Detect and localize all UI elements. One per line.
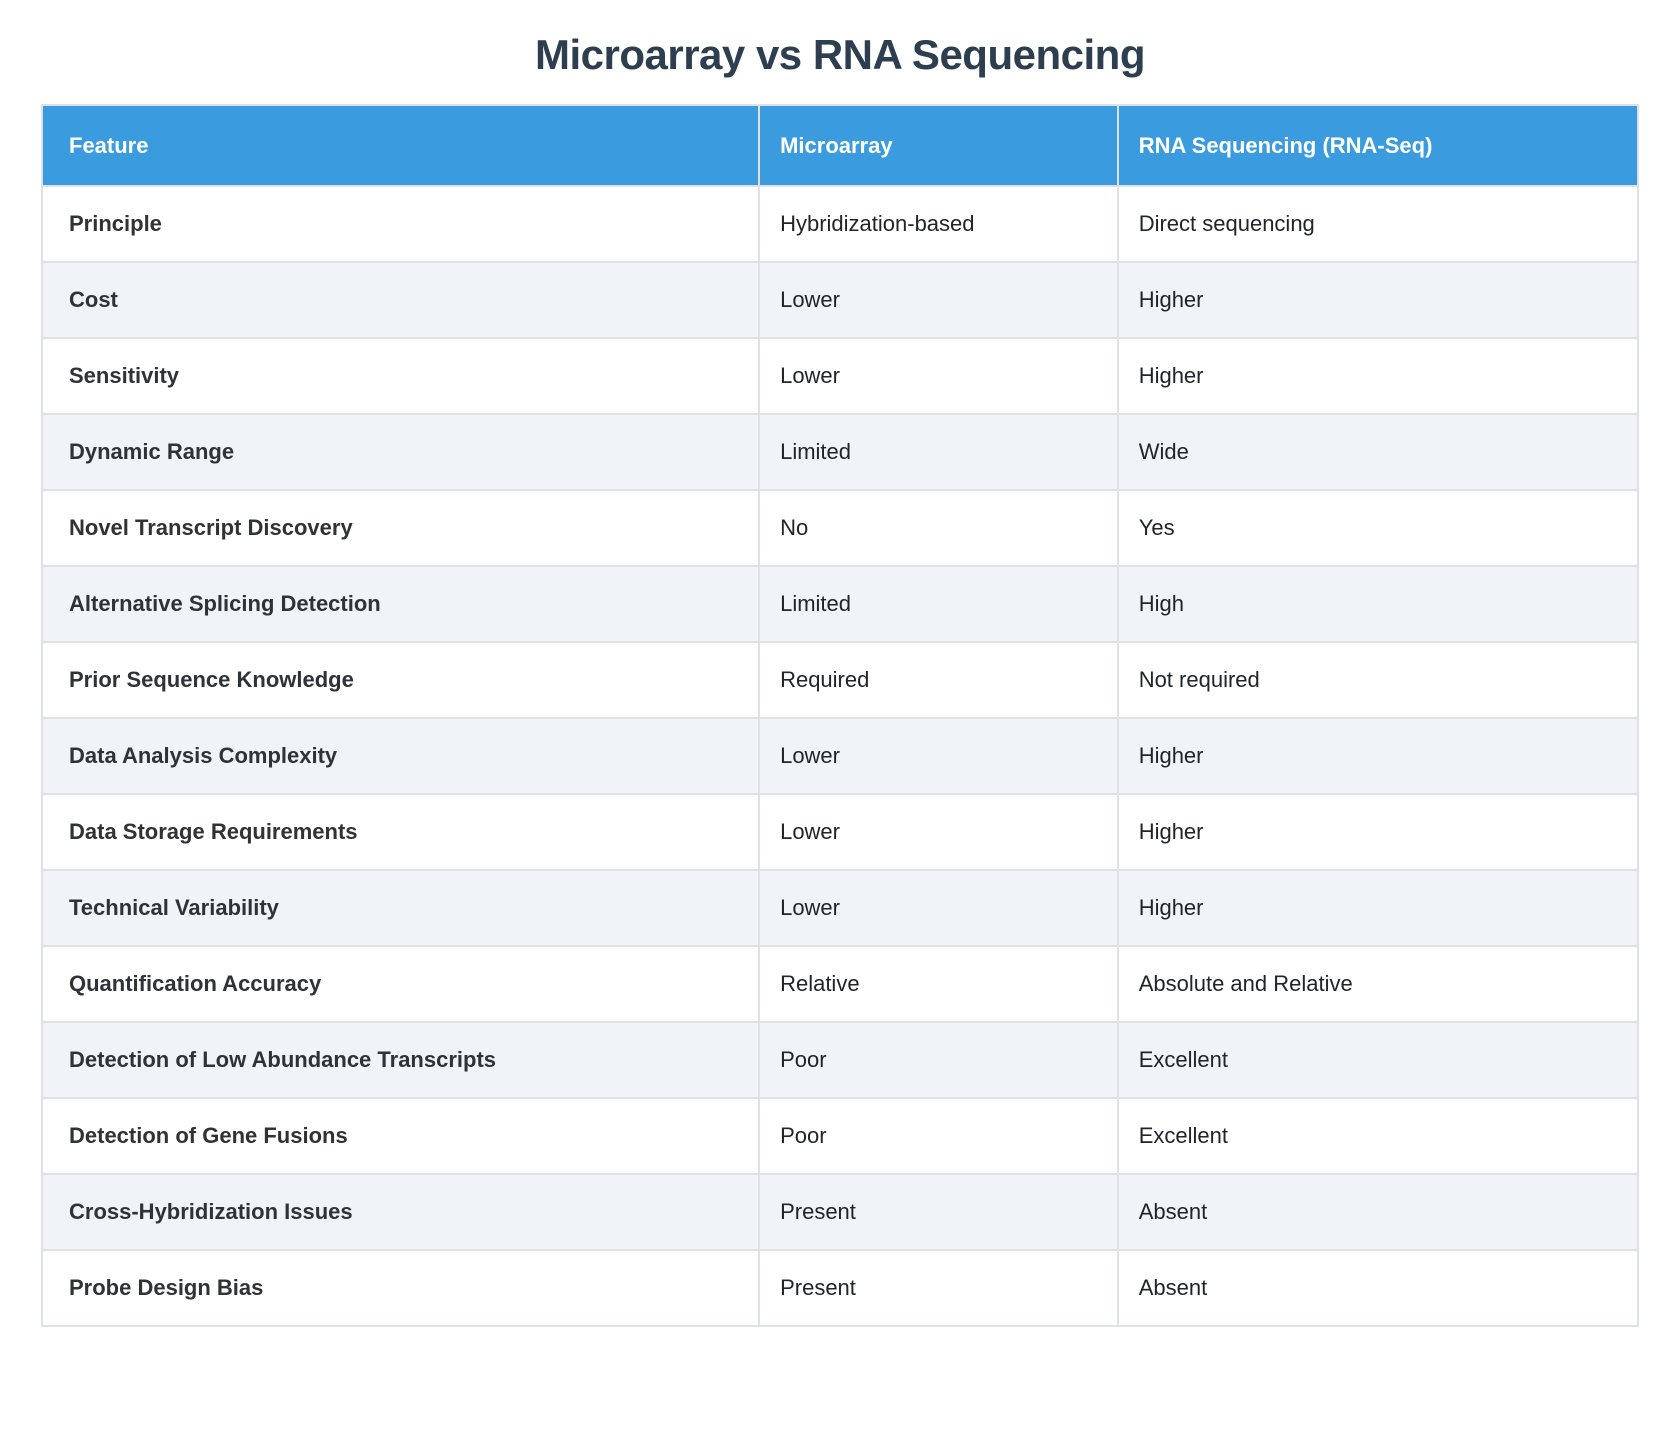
microarray-cell: Lower: [759, 262, 1118, 338]
microarray-cell: Limited: [759, 414, 1118, 490]
feature-cell: Detection of Gene Fusions: [42, 1098, 759, 1174]
table-row: [42, 718, 1638, 794]
rnaseq-cell: Absent: [1118, 1250, 1638, 1326]
feature-cell: Detection of Low Abundance Transcripts: [42, 1022, 759, 1098]
microarray-cell: Poor: [759, 1098, 1118, 1174]
table-row: [42, 1250, 1638, 1326]
column-header-rnaseq: RNA Sequencing (RNA-Seq): [1118, 105, 1638, 186]
rnaseq-cell: Excellent: [1118, 1022, 1638, 1098]
microarray-cell: Limited: [759, 566, 1118, 642]
table-row: [42, 1174, 1638, 1250]
table-row: [42, 338, 1638, 414]
feature-cell: Data Analysis Complexity: [42, 718, 759, 794]
table-row: [42, 642, 1638, 718]
feature-cell: Dynamic Range: [42, 414, 759, 490]
rnaseq-cell: Higher: [1118, 794, 1638, 870]
microarray-cell: Lower: [759, 794, 1118, 870]
rnaseq-cell: Excellent: [1118, 1098, 1638, 1174]
table-body: [42, 186, 1638, 1326]
feature-cell: Sensitivity: [42, 338, 759, 414]
rnaseq-cell: High: [1118, 566, 1638, 642]
table-row: [42, 870, 1638, 946]
table-row: [42, 490, 1638, 566]
microarray-cell: Poor: [759, 1022, 1118, 1098]
feature-cell: Quantification Accuracy: [42, 946, 759, 1022]
feature-cell: Data Storage Requirements: [42, 794, 759, 870]
table-row: [42, 794, 1638, 870]
feature-cell: Cross-Hybridization Issues: [42, 1174, 759, 1250]
microarray-cell: Present: [759, 1174, 1118, 1250]
column-header-feature: Feature: [42, 105, 759, 186]
microarray-cell: Hybridization-based: [759, 186, 1118, 262]
header-row: [42, 105, 1638, 186]
feature-cell: Cost: [42, 262, 759, 338]
microarray-cell: Lower: [759, 718, 1118, 794]
microarray-cell: Present: [759, 1250, 1118, 1326]
rnaseq-cell: Absent: [1118, 1174, 1638, 1250]
microarray-cell: Lower: [759, 338, 1118, 414]
feature-cell: Technical Variability: [42, 870, 759, 946]
table-row: [42, 1098, 1638, 1174]
rnaseq-cell: Not required: [1118, 642, 1638, 718]
comparison-table-container: [41, 104, 1639, 1327]
microarray-cell: No: [759, 490, 1118, 566]
feature-cell: Probe Design Bias: [42, 1250, 759, 1326]
microarray-cell: Lower: [759, 870, 1118, 946]
rnaseq-cell: Absolute and Relative: [1118, 946, 1638, 1022]
table-row: [42, 946, 1638, 1022]
rnaseq-cell: Higher: [1118, 338, 1638, 414]
rnaseq-cell: Wide: [1118, 414, 1638, 490]
microarray-cell: Relative: [759, 946, 1118, 1022]
table-row: [42, 566, 1638, 642]
rnaseq-cell: Direct sequencing: [1118, 186, 1638, 262]
rnaseq-cell: Higher: [1118, 718, 1638, 794]
comparison-table: [41, 104, 1639, 1327]
rnaseq-cell: Yes: [1118, 490, 1638, 566]
feature-cell: Novel Transcript Discovery: [42, 490, 759, 566]
rnaseq-cell: Higher: [1118, 870, 1638, 946]
table-header: [42, 105, 1638, 186]
table-row: [42, 262, 1638, 338]
feature-cell: Prior Sequence Knowledge: [42, 642, 759, 718]
feature-cell: Principle: [42, 186, 759, 262]
table-row: [42, 414, 1638, 490]
page-title: Microarray vs RNA Sequencing: [535, 31, 1145, 78]
table-row: [42, 186, 1638, 262]
table-row: [42, 1022, 1638, 1098]
column-header-microarray: Microarray: [759, 105, 1118, 186]
page: [0, 30, 1680, 1440]
feature-cell: Alternative Splicing Detection: [42, 566, 759, 642]
microarray-cell: Required: [759, 642, 1118, 718]
rnaseq-cell: Higher: [1118, 262, 1638, 338]
